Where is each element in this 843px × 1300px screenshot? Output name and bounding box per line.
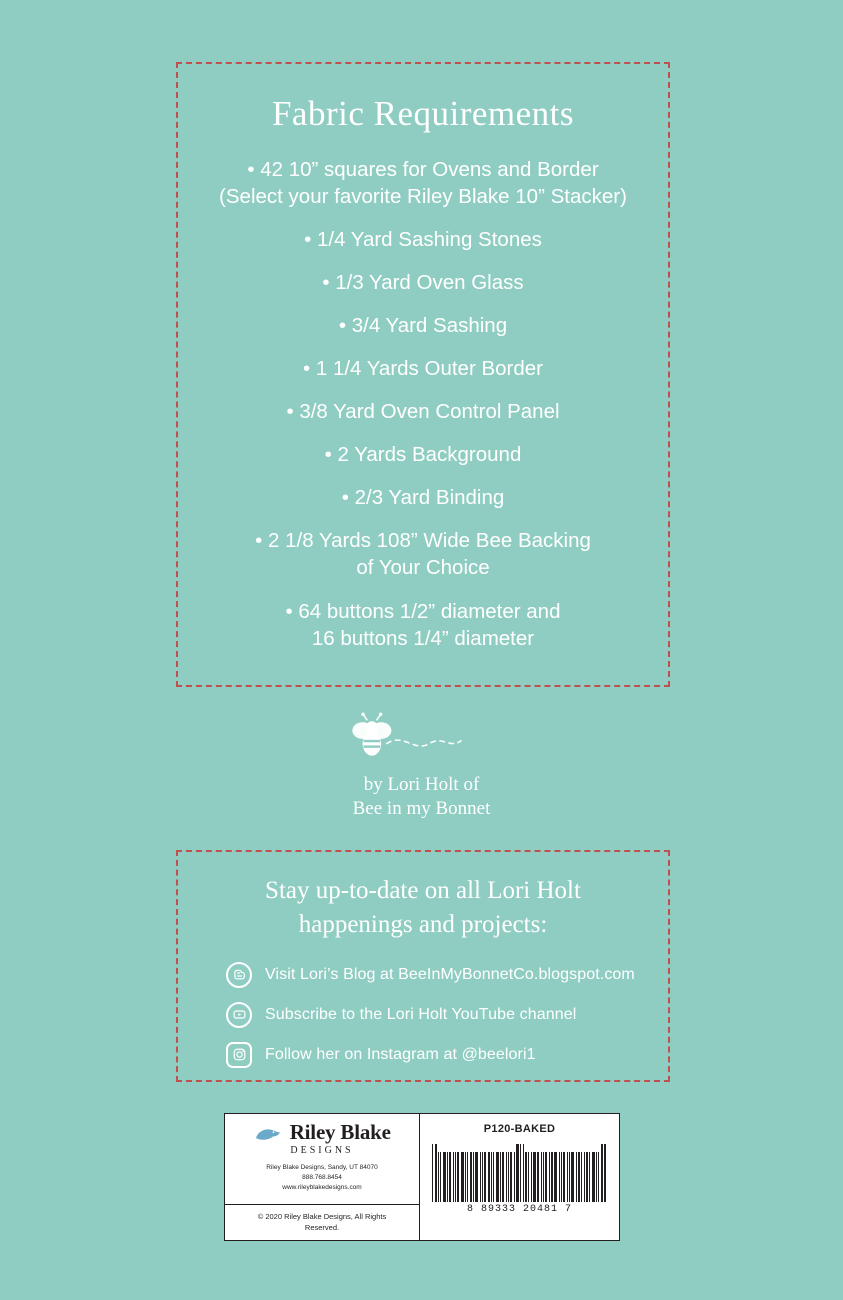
social-row-instagram[interactable] (200, 1042, 646, 1068)
social-heading (200, 874, 646, 942)
requirement-line-2: 16 buttons 1/4” diameter (311, 626, 535, 650)
address-line-1: Riley Blake Designs, Sandy, UT 84070 (266, 1164, 378, 1171)
brand-name: Riley Blake (289, 1120, 391, 1144)
requirement-line-1: • 2/3 Yard Binding (341, 486, 505, 510)
byline-block (0, 712, 843, 822)
social-panel (176, 850, 670, 1082)
social-row-label: Visit Lori’s Blog at BeeInMyBonnetCo.blogspot.com (265, 965, 635, 983)
list-item (178, 269, 668, 296)
brand-label (224, 1113, 420, 1241)
brand-address (225, 1163, 419, 1192)
barcode-label (420, 1113, 620, 1241)
list-item (178, 355, 668, 382)
page-title: Fabric Requirements (271, 94, 575, 133)
list-item (178, 484, 668, 511)
brand-area (225, 1114, 419, 1204)
byline-line-2: Bee in my Bonnet (352, 798, 491, 820)
sku-code: P120-BAKED (483, 1123, 556, 1135)
list-item (178, 156, 668, 210)
requirement-line-2: (Select your favorite Riley Blake 10” Stacker) (219, 185, 627, 209)
requirement-line-2: of Your Choice (356, 556, 490, 580)
list-item (178, 312, 668, 339)
byline-line-1: by Lori Holt of (363, 774, 480, 795)
address-line-3: www.rileyblakedesigns.com (282, 1183, 362, 1191)
copyright-line-1: © 2020 Riley Blake Designs, All Rights (257, 1212, 387, 1221)
address-line-2: 888.768.8454 (302, 1173, 342, 1181)
fabric-requirements-panel (176, 62, 670, 687)
blogger-icon (226, 962, 252, 988)
product-label (224, 1113, 620, 1241)
brand-subtitle: DESIGNS (290, 1145, 354, 1156)
byline (0, 773, 843, 822)
list-item (178, 598, 668, 652)
requirement-line-1: • 2 Yards Background (324, 443, 522, 467)
requirement-line-1: • 42 10” squares for Ovens and Border (247, 158, 599, 181)
list-item (178, 398, 668, 425)
barcode-digits: 8 89333 20481 7 (466, 1204, 572, 1215)
list-item (178, 527, 668, 581)
bee-icon (302, 712, 542, 764)
requirement-line-1: • 3/4 Yard Sashing (338, 314, 508, 338)
requirement-line-1: • 1 1/4 Yards Outer Border (302, 357, 543, 381)
social-heading-line-2: happenings and projects: (298, 910, 548, 938)
fabric-requirements-list (178, 156, 668, 652)
instagram-icon (226, 1042, 252, 1068)
barcode (420, 1144, 619, 1202)
copyright-notice (225, 1204, 419, 1240)
requirement-line-1: • 2 1/8 Yards 108” Wide Bee Backing (255, 529, 591, 553)
social-row-label: Subscribe to the Lori Holt YouTube channel (265, 1005, 577, 1023)
requirement-line-1: • 3/8 Yard Oven Control Panel (286, 400, 560, 424)
social-row-blog[interactable] (200, 962, 646, 988)
social-row-youtube[interactable] (200, 1002, 646, 1028)
list-item (178, 226, 668, 253)
requirement-line-1: • 1/3 Yard Oven Glass (322, 271, 524, 295)
list-item (178, 441, 668, 468)
social-heading-line-1: Stay up-to-date on all Lori Holt (265, 877, 581, 904)
copyright-line-2: Reserved. (304, 1222, 340, 1232)
requirement-line-1: • 64 buttons 1/2” diameter and (285, 599, 561, 623)
social-row-label: Follow her on Instagram at @beelori1 (265, 1045, 536, 1063)
requirement-line-1: • 1/4 Yard Sashing Stones (304, 228, 542, 252)
youtube-icon (226, 1002, 252, 1028)
bird-icon (253, 1126, 283, 1143)
